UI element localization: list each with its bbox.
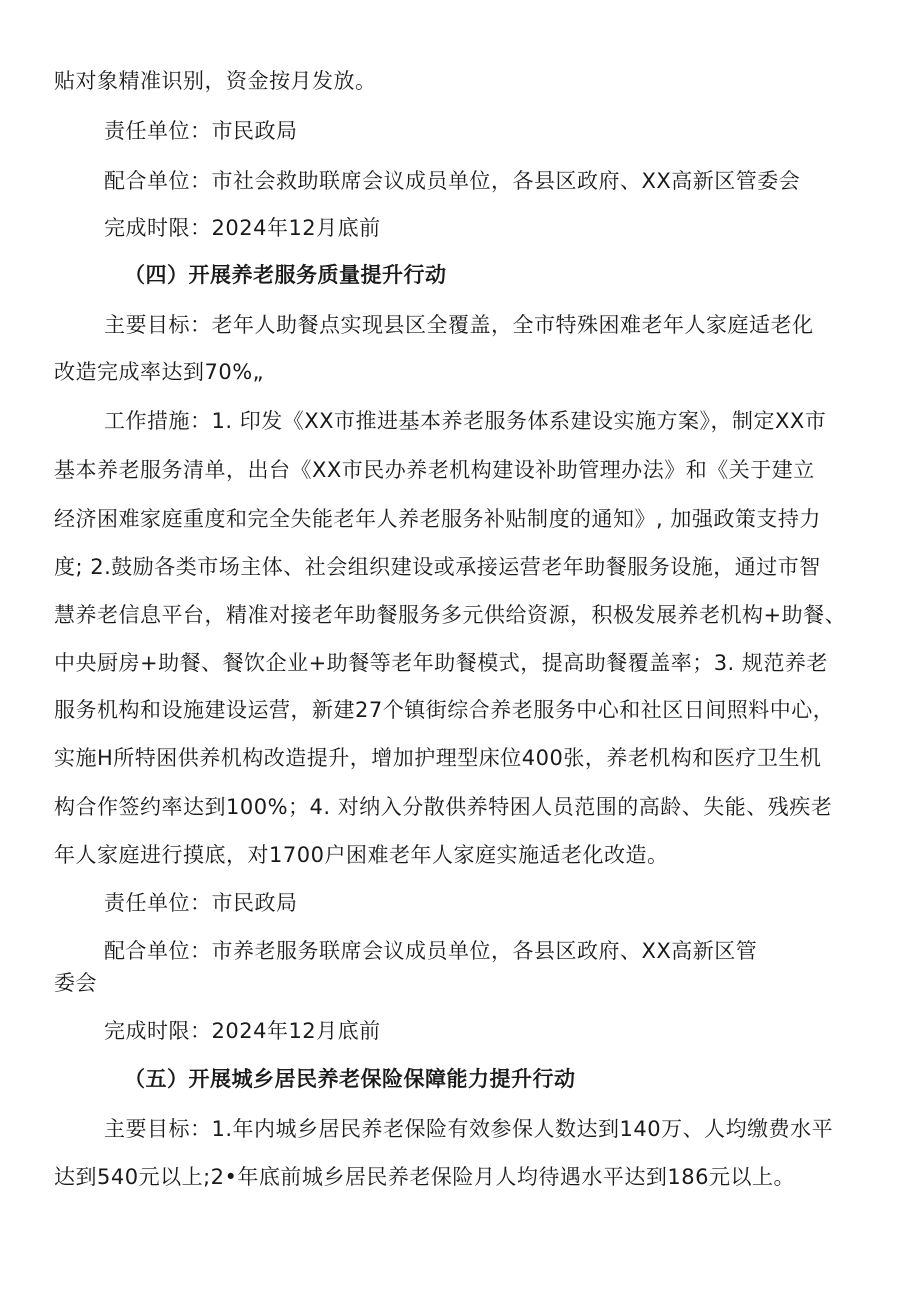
paragraph-line: 达到540元以上;2•年底前城乡居民养老保险月人均待遇水平达到186元以上。	[54, 1165, 795, 1189]
section-heading-5: （五）开展城乡居民养老保险保障能力提升行动	[124, 1067, 576, 1091]
paragraph-line: 经济困难家庭重度和完全失能老年人养老服务补贴制度的通知》, 加强政策支持力	[54, 507, 821, 531]
paragraph-line: 度; 2.鼓励各类市场主体、社会组织建设或承接运营老年助餐服务设施，通过市智	[54, 555, 821, 579]
paragraph-line: 委会	[54, 971, 97, 995]
paragraph-line: 构合作签约率达到100%；4. 对纳入分散供养特困人员范围的高龄、失能、残疾老	[54, 795, 833, 819]
deadline: 完成时限：2024年12月底前	[104, 216, 381, 240]
paragraph-line: 实施H所特困供养机构改造提升，增加护理型床位400张，养老机构和医疗卫生机	[54, 746, 822, 770]
paragraph-line: 基本养老服务清单，出台《XX市民办养老机构建设补助管理办法》和《关于建立	[54, 458, 815, 482]
cooperating-units: 配合单位：市养老服务联席会议成员单位，各县区政府、XX高新区管	[104, 939, 758, 963]
paragraph-line: 改造完成率达到70%„	[54, 360, 265, 384]
paragraph-line: 年人家庭进行摸底，对1700户困难老年人家庭实施适老化改造。	[54, 843, 669, 867]
main-goal: 主要目标：1.年内城乡居民养老保险有效参保人数达到140万、人均缴费水平	[104, 1117, 834, 1141]
section-heading-4: （四）开展养老服务质量提升行动	[124, 263, 447, 287]
paragraph-line: 慧养老信息平台，精准对接老年助餐服务多元供给资源，积极发展养老机构+助餐、	[54, 603, 847, 627]
work-measures: 工作措施：1. 印发《XX市推进基本养老服务体系建设实施方案》，制定XX市	[104, 409, 827, 433]
cooperating-units: 配合单位：市社会救助联席会议成员单位，各县区政府、XX高新区管委会	[104, 169, 801, 193]
responsible-unit: 责任单位：市民政局	[104, 119, 298, 143]
paragraph-line: 贴对象精准识别，资金按月发放。	[54, 69, 377, 93]
deadline: 完成时限：2024年12月底前	[104, 1019, 381, 1043]
responsible-unit: 责任单位：市民政局	[104, 891, 298, 915]
paragraph-line: 中央厨房+助餐、餐饮企业+助餐等老年助餐模式，提高助餐覆盖率；3. 规范养老	[54, 651, 828, 675]
paragraph-line: 服务机构和设施建设运营，新建27个镇街综合养老服务中心和社区日间照料中心，	[54, 698, 835, 722]
main-goal: 主要目标：老年人助餐点实现县区全覆盖，全市特殊困难老年人家庭适老化	[104, 313, 814, 337]
